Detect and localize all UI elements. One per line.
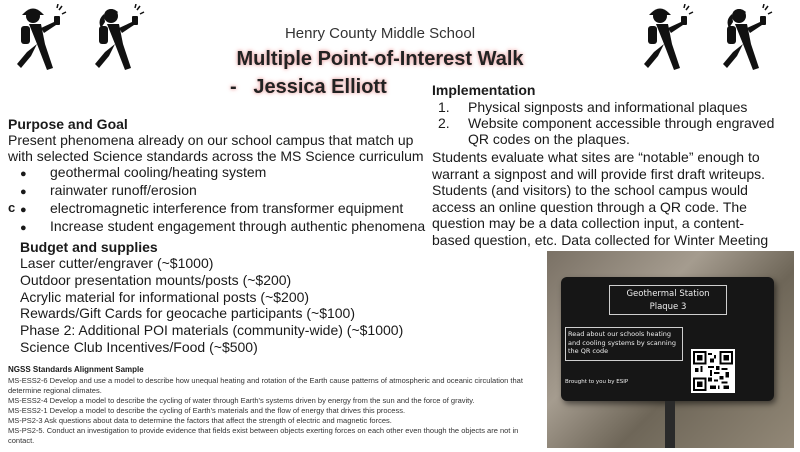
list-item: Outdoor presentation mounts/posts (~$200) bbox=[20, 271, 292, 288]
implementation-paragraph: Students evaluate what sites are “notable” enough to warrant a signpost and will provide first draft writeups. Students (and visitors) to the school campus would access an online question through a QR code. The question may be a data collection input, a content-based question, etc. Data collected for Winter Meeting bbox=[432, 149, 769, 248]
bullet-icon: ● bbox=[20, 186, 27, 198]
list-item bbox=[438, 99, 778, 115]
sign-photo bbox=[547, 251, 794, 448]
sign-title-box bbox=[609, 285, 727, 315]
sign-post bbox=[665, 401, 675, 448]
list-item-text: rainwater runoff/erosion bbox=[50, 182, 197, 198]
ngss-list bbox=[8, 376, 538, 446]
budget-heading: Budget and supplies bbox=[20, 239, 158, 255]
list-item-text: Physical signposts and informational plaques bbox=[468, 99, 748, 115]
purpose-text: Present phenomena already on our school campus that match up with selected Science standards across the MS Science curriculum bbox=[8, 132, 424, 164]
list-item: Science Club Incentives/Food (~$500) bbox=[20, 338, 258, 355]
sign-text: Read about our schools heating and cooling systems by scanning the QR code bbox=[565, 327, 683, 361]
list-item bbox=[20, 164, 430, 182]
list-item: Laser cutter/engraver (~$1000) bbox=[20, 255, 214, 271]
bullet-icon: ● bbox=[20, 222, 27, 234]
list-number: 1. bbox=[438, 99, 450, 115]
sign-title: Geothermal Station bbox=[626, 289, 710, 299]
implementation-list bbox=[438, 99, 778, 147]
sign-credit: Brought to you by ESIP bbox=[565, 379, 629, 385]
hiker-with-phone-icon bbox=[633, 4, 695, 74]
list-item-text: Website component accessible through engraved QR codes on the plaques. bbox=[468, 115, 775, 147]
list-item bbox=[20, 200, 430, 218]
author-name: - Jessica Elliott bbox=[230, 76, 387, 98]
list-item bbox=[438, 115, 778, 147]
hiker-with-phone-icon bbox=[6, 4, 68, 74]
hiker-with-phone-icon bbox=[712, 4, 774, 74]
stray-letter: c bbox=[8, 200, 16, 215]
sign-subtitle: Plaque 3 bbox=[649, 302, 687, 312]
purpose-heading: Purpose and Goal bbox=[8, 116, 128, 132]
page-title: Multiple Point-of-Interest Walk bbox=[236, 48, 524, 70]
list-item-text: Increase student engagement through authentic phenomena bbox=[50, 218, 426, 234]
bullet-icon: ● bbox=[20, 204, 27, 216]
qr-code-icon bbox=[691, 349, 735, 393]
ngss-heading: NGSS Standards Alignment Sample bbox=[8, 365, 144, 374]
list-item: Acrylic material for informational posts (~$200) bbox=[20, 288, 310, 305]
list-item-text: geothermal cooling/heating system bbox=[50, 164, 267, 180]
list-item: MS-ESS2-6 Develop and use a model to describe how unequal heating and rotation of the Earth cause patterns of atmospheric and oceanic circulation that determine regional climates. bbox=[8, 376, 523, 395]
budget-list bbox=[20, 255, 440, 356]
school-name: Henry County Middle School bbox=[284, 25, 476, 42]
list-item: MS-PS2-3 Ask questions about data to determine the factors that affect the strength of electric and magnetic forces. bbox=[8, 416, 392, 425]
geothermal-sign bbox=[561, 277, 774, 401]
list-number: 2. bbox=[438, 115, 450, 131]
list-item: Rewards/Gift Cards for geocache participants (~$100) bbox=[20, 305, 355, 322]
bullet-icon: ● bbox=[20, 168, 27, 180]
list-item: MS-ESS2-1 Develop a model to describe the cycling of Earth's materials and the flow of energy that drives this process. bbox=[8, 406, 406, 415]
list-item: Phase 2: Additional POI materials (community-wide) (~$1000) bbox=[20, 322, 404, 339]
list-item-text: electromagnetic interference from transformer equipment bbox=[50, 200, 404, 216]
list-item bbox=[20, 182, 430, 200]
list-item: MS-PS2-5. Conduct an investigation to provide evidence that fields exist between objects exerting forces on each other even though the objects are not in contact. bbox=[8, 426, 519, 445]
hiker-with-phone-icon bbox=[84, 4, 146, 74]
implementation-heading: Implementation bbox=[432, 82, 536, 98]
list-item: MS-ESS2-4 Develop a model to describe the cycling of water through Earth's systems driven by energy from the sun and the force of gravity. bbox=[8, 396, 475, 405]
list-item bbox=[20, 218, 430, 236]
purpose-list bbox=[20, 164, 430, 236]
